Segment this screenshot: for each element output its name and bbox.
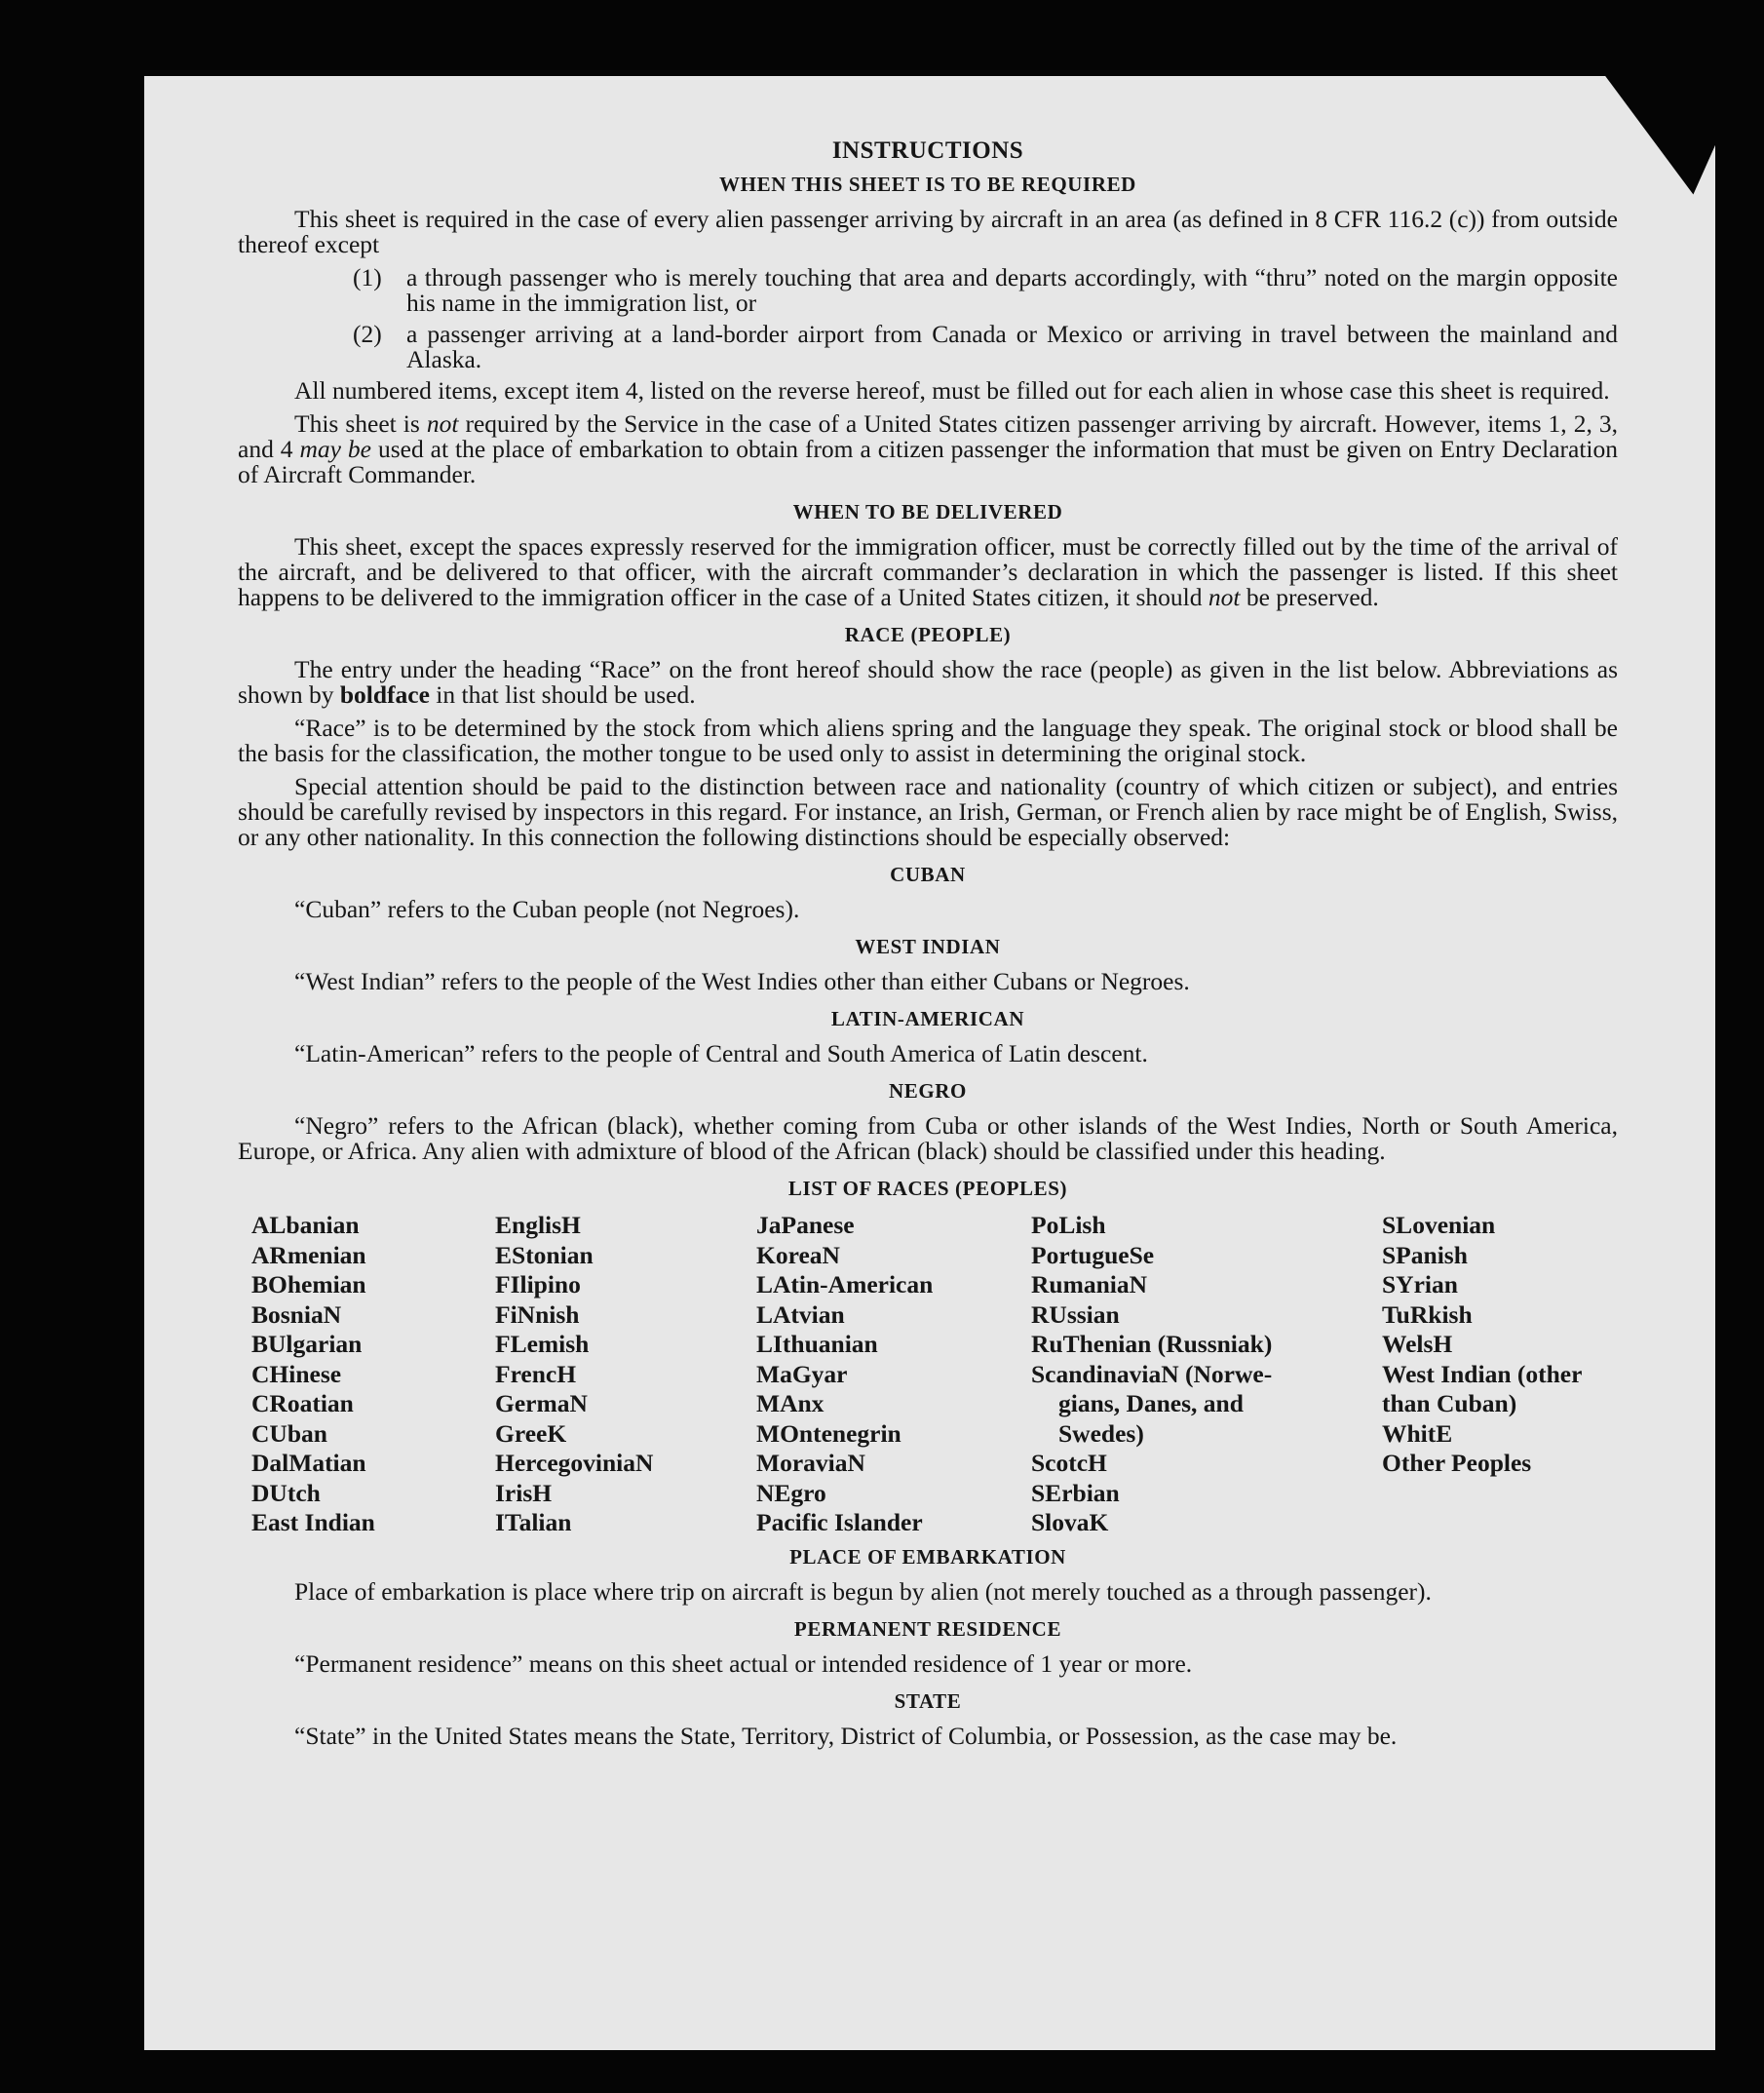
state-paragraph: “State” in the United States means the State, Territory, District of Columbia, or Possession, as the case may be. [294,1721,1398,1750]
race-item: FrencH [495,1359,577,1388]
permanent-residence-heading: PERMANENT RESIDENCE [793,1616,1062,1641]
race-item: EnglisH [495,1211,581,1239]
race-item: MAnx [756,1389,824,1417]
races-column [251,1211,495,1538]
delivered-text-not: not [1208,583,1241,611]
west-indian-paragraph: “West Indian” refers to the people of the West Indies other than either Cubans or Negroes. [294,967,1190,995]
race-special-paragraph: Special attention should be paid to the distinction between race and nationality (country of which citizen or subject), and entries should be carefully revised by inspectors in this regard. For instance, an Irish, German, or French alien by race might be of English, Swiss, or any other nationality. In this connection the following distinctions should be especially observed: [238,772,1618,851]
embarkation-paragraph: Place of embarkation is place where trip on aircraft is begun by alien (not merely touched as a through passenger). [294,1576,1432,1606]
permanent-residence-paragraph: “Permanent residence” means on this sheet actual or intended residence of 1 year or more. [294,1648,1193,1678]
delivered-text-2: be preserved. [1240,583,1379,611]
race-item: RuThenian (Russniak) [1031,1330,1273,1358]
race-item: PoLish [1031,1211,1106,1239]
race-item: HercegovinіaN [495,1449,654,1477]
negro-paragraph: “Negro” refers to the African (black), whether coming from Cuba or other islands of the West Indies, North or South America, Europe, or Africa. Any alien with admixture of blood of the African (black) should be classified under this heading. [238,1111,1618,1165]
cuban-heading: CUBAN [890,863,966,886]
race-item: RumaniaN [1031,1270,1148,1298]
race-item: FIlipino [495,1270,581,1298]
race-item: SlovaK [1031,1508,1109,1536]
race-item: CHinese [251,1359,342,1388]
races-list [251,1211,1618,1538]
list-of-races-heading: LIST OF RACES (PEOPLES) [787,1177,1068,1200]
race-paragraph [238,657,1618,708]
race-item: DalMatian [251,1449,366,1477]
state-heading: STATE [894,1688,962,1713]
race-item: ALbanian [251,1211,360,1239]
race-item: Pacific Islander [756,1508,923,1536]
race-item: FLemish [495,1330,590,1358]
race-item: CRoatian [251,1389,354,1417]
race-stock-paragraph: “Race” is to be determined by the stock from which aliens spring and the language they speak. The original stock or blood shall be the basis for the classification, the mother tongue to be used only to assist in determining the original stock. [238,714,1618,767]
race-item: MoraviaN [756,1449,865,1477]
exception-item [353,322,1618,372]
race-item: GreeK [495,1418,567,1448]
citizen-text-not: not [426,409,459,438]
race-item: LAtvian [756,1299,845,1329]
exception-text: a passenger arriving at a land-border airport from Canada or Mexico or arriving in travel between the mainland and Alaska. [406,320,1618,373]
race-item: gians, Danes, and [1058,1389,1244,1417]
race-item: East Indian [251,1508,375,1536]
race-text-1: The entry under the heading “Race” on the front hereof should show the race (people) as given in the list below. Abbreviations as shown by [238,655,1618,709]
exception-number: (1) [353,263,382,291]
citizen-text-maybe: may be [299,435,371,463]
race-item: DUtch [251,1478,321,1507]
race-item: KoreaN [756,1240,840,1269]
race-item: BUlgarian [251,1330,363,1358]
race-item: RUssian [1031,1299,1120,1329]
exception-item [353,265,1618,316]
race-item: LAtin-American [756,1270,934,1298]
race-item: PortugueSe [1031,1240,1155,1269]
race-heading: RACE (PEOPLE) [844,623,1012,646]
race-item: MaGyar [756,1359,848,1388]
race-item: BosniaN [251,1299,342,1329]
race-item: ScotcH [1031,1449,1107,1477]
race-item: West Indian (other [1382,1359,1583,1388]
race-item: Swedes) [1058,1418,1144,1448]
cuban-paragraph: “Cuban” refers to the Cuban people (not Negroes). [294,895,800,923]
instructions-page [238,138,1618,1757]
latin-american-paragraph: “Latin-American” refers to the people of Central and South America of Latin descent. [294,1039,1148,1067]
race-item: MOntenegrin [756,1418,901,1448]
races-column [756,1211,1031,1538]
race-item: GermaN [495,1389,588,1417]
citizen-text-1: This sheet is [294,409,427,438]
races-column [1031,1211,1382,1538]
races-column [495,1211,756,1538]
exception-text: a through passenger who is merely touching that area and departs accordingly, with “thru” noted on the margin opposite his name in the immigration list, or [406,263,1618,317]
west-indian-heading: WEST INDIAN [855,935,1001,958]
race-text-2: in that list should be used. [429,680,696,709]
negro-heading: NEGRO [888,1079,967,1103]
embarkation-heading: PLACE OF EMBARKATION [789,1544,1066,1569]
race-item: ITalian [495,1508,572,1536]
race-item: Other Peoples [1382,1449,1532,1477]
race-item: NEgro [756,1478,826,1507]
delivered-text-1: This sheet, except the spaces expressly reserved for the immigration officer, must be correctly filled out by the time of the arrival of the aircraft, and be delivered to that officer, with the aircraft commander’s declaration in which the passenger is listed. If this sheet happens to be delivered to the immigration officer in the case of a United States citizen, it should [238,532,1618,611]
page-title: INSTRUCTIONS [831,137,1024,164]
numbered-items-paragraph: All numbered items, except item 4, listed on the reverse hereof, must be filled out for each alien in whose case this sheet is required. [294,376,1610,405]
race-item: WelsH [1382,1330,1453,1358]
race-item: SErbian [1031,1478,1120,1507]
citizen-text-2: required by the Service in the case of a United States citizen passenger arriving by aircraft. However, items 1, 2, 3, and 4 [238,409,1618,463]
races-column [1382,1211,1635,1538]
race-item: ScandinaviaN (Norwe- [1031,1359,1273,1388]
race-item: IrisH [495,1478,553,1507]
when-required-intro: This sheet is required in the case of every alien passenger arriving by aircraft in an area (as defined in 8 CFR 116.2 (c)) from outside thereof except [238,205,1618,258]
race-item: EStonian [495,1240,594,1269]
citizen-text-3: used at the place of embarkation to obtain from a citizen passenger the information that must be given on Entry Declaration of Aircraft Commander. [238,435,1618,488]
race-item: LIthuanian [756,1330,878,1358]
race-item: WhitE [1382,1418,1453,1448]
race-item: JaPanese [756,1211,855,1239]
race-text-bold: boldface [339,680,430,709]
race-item: SYrian [1382,1270,1458,1298]
citizen-paragraph [238,411,1618,487]
delivered-paragraph [238,534,1618,610]
race-item: than Cuban) [1382,1389,1517,1417]
exception-number: (2) [353,320,382,348]
when-required-heading: WHEN THIS SHEET IS TO BE REQUIRED [719,173,1136,196]
race-item: ARmenian [251,1240,366,1269]
race-item: TuRkish [1382,1299,1473,1329]
race-item: SPanish [1382,1240,1468,1269]
race-item: CUban [251,1418,327,1448]
delivered-heading: WHEN TO BE DELIVERED [792,500,1063,523]
race-item: BOhemian [251,1270,366,1298]
latin-american-heading: LATIN-AMERICAN [830,1007,1025,1030]
race-item: SLovenian [1382,1211,1496,1239]
race-item: FiNnish [495,1299,580,1329]
